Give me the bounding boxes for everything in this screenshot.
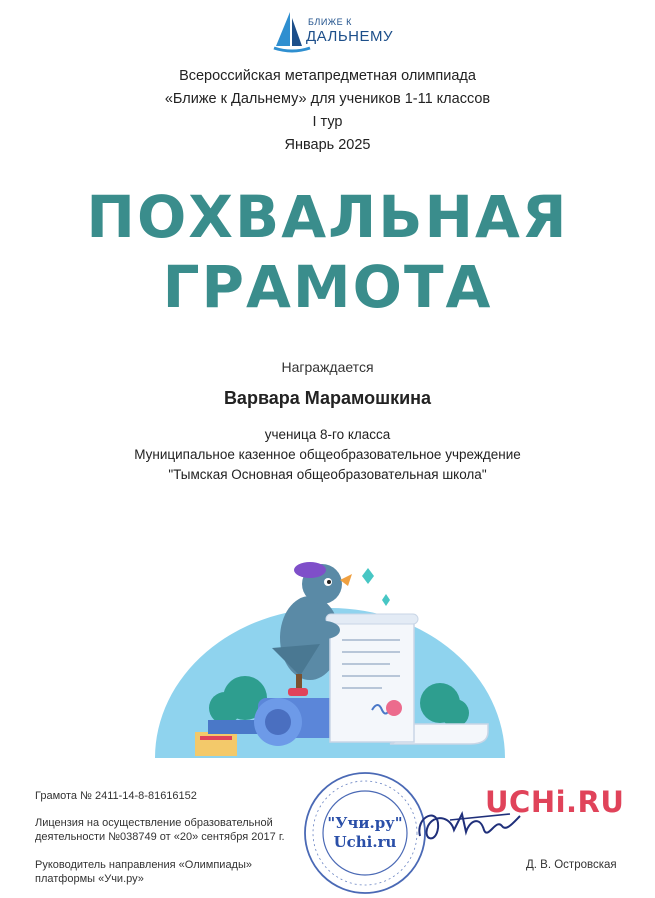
stamp-text-2: Uchi.ru <box>333 833 397 851</box>
header-line-1: Всероссийская метапредметная олимпиада <box>179 68 476 84</box>
title-line-2: ГРАМОТА <box>162 253 493 321</box>
olympiad-logo <box>272 8 392 58</box>
logo-text-bottom: ДАЛЬНЕМУ <box>306 28 394 45</box>
stamp-text-1: "Учи.ру" <box>327 814 403 832</box>
pigeon-scroll-illustration <box>150 548 510 760</box>
header-round: I тур <box>312 114 343 130</box>
header-date: Январь 2025 <box>284 137 371 153</box>
head-line-1: Руководитель направления «Олимпиады» <box>35 859 253 871</box>
title-line-1: ПОХВАЛЬНАЯ <box>86 183 569 251</box>
certificate-title <box>0 182 655 322</box>
seal-icon <box>386 700 402 716</box>
header-line-2: «Ближе к Дальнему» для учеников 1-11 классов <box>164 91 491 107</box>
book-icon <box>195 732 237 756</box>
school-line-2: "Тымская Основная общеобразовательная школа" <box>168 467 487 482</box>
recipient-name: Варвара Марамошкина <box>223 388 432 408</box>
awarded-label: Награждается <box>281 359 374 375</box>
recipient-grade: ученица 8-го класса <box>264 427 391 442</box>
uchi-ru-logo: UCHi.RU <box>485 785 625 819</box>
license-line-2: деятельности №038749 от «20» сентября 2017 г. <box>35 831 285 843</box>
school-line-1: Муниципальное казенное общеобразовательное учреждение <box>134 447 521 462</box>
olympiad-header <box>0 65 655 157</box>
license-line-1: Лицензия на осуществление образовательной <box>35 817 273 829</box>
signer-name: Д. В. Островская <box>526 859 617 871</box>
recipient-info <box>0 425 655 485</box>
logo-text-top: БЛИЖЕ К <box>308 17 352 27</box>
license-text <box>35 816 285 844</box>
certificate-number: Грамота № 2411-14-8-81616152 <box>35 790 197 802</box>
head-line-2: платформы «Учи.ру» <box>35 873 144 885</box>
